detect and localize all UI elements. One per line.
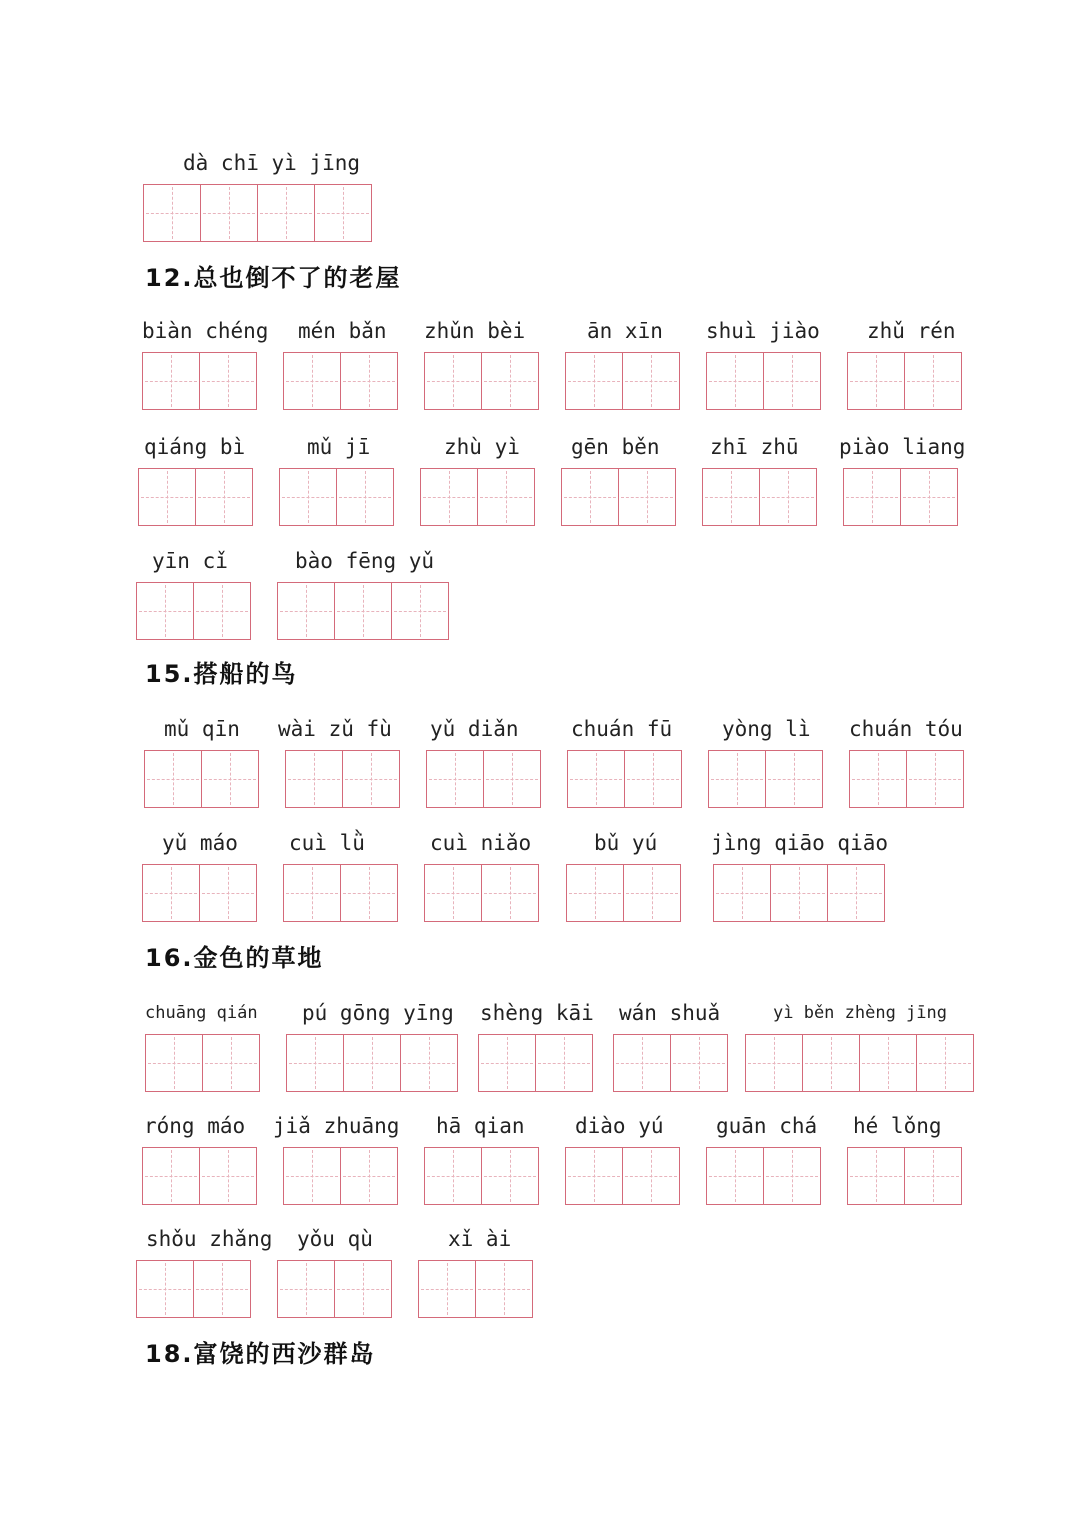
tianzige-cell[interactable] xyxy=(418,1260,476,1318)
writing-grid xyxy=(277,582,449,640)
pinyin-label: cuì lǜ xyxy=(289,831,365,855)
tianzige-cell[interactable] xyxy=(481,352,539,410)
pinyin-label: yì běn zhèng jīng xyxy=(773,1003,947,1023)
tianzige-cell[interactable] xyxy=(283,864,341,922)
writing-grid xyxy=(424,864,539,922)
tianzige-cell[interactable] xyxy=(847,352,905,410)
tianzige-cell[interactable] xyxy=(475,1260,533,1318)
tianzige-cell[interactable] xyxy=(567,750,625,808)
pinyin-label: guān chá xyxy=(716,1114,818,1138)
tianzige-cell[interactable] xyxy=(483,750,541,808)
writing-grid xyxy=(136,1260,251,1318)
writing-grid xyxy=(283,1147,398,1205)
writing-grid xyxy=(565,1147,680,1205)
pinyin-label: shǒu zhǎng xyxy=(146,1227,273,1251)
pinyin-label: qiáng bì xyxy=(144,435,246,459)
tianzige-cell[interactable] xyxy=(847,1147,905,1205)
tianzige-cell[interactable] xyxy=(195,468,253,526)
tianzige-cell[interactable] xyxy=(565,352,623,410)
tianzige-cell[interactable] xyxy=(340,864,398,922)
tianzige-cell[interactable] xyxy=(535,1034,593,1092)
writing-grid xyxy=(279,468,394,526)
writing-grid xyxy=(142,1147,257,1205)
pinyin-label: chuán fū xyxy=(571,717,673,741)
pinyin-label: diào yú xyxy=(575,1114,664,1138)
pinyin-label: zhù yì xyxy=(444,435,520,459)
writing-grid xyxy=(567,750,682,808)
tianzige-cell[interactable] xyxy=(277,582,335,640)
tianzige-cell[interactable] xyxy=(849,750,907,808)
section-title: 12.总也倒不了的老屋 xyxy=(145,264,402,292)
writing-grid xyxy=(142,352,257,410)
tianzige-cell[interactable] xyxy=(763,352,821,410)
pinyin-label: yīn cǐ xyxy=(152,549,228,573)
tianzige-cell[interactable] xyxy=(565,1147,623,1205)
tianzige-cell[interactable] xyxy=(336,468,394,526)
tianzige-cell[interactable] xyxy=(138,468,196,526)
tianzige-cell[interactable] xyxy=(759,468,817,526)
pinyin-label: dà chī yì jīng xyxy=(183,151,361,175)
tianzige-cell[interactable] xyxy=(763,1147,821,1205)
tianzige-cell[interactable] xyxy=(900,468,958,526)
tianzige-cell[interactable] xyxy=(145,1034,203,1092)
tianzige-cell[interactable] xyxy=(424,352,482,410)
tianzige-cell[interactable] xyxy=(745,1034,803,1092)
pinyin-label: yǔ máo xyxy=(162,831,238,855)
tianzige-cell[interactable] xyxy=(670,1034,728,1092)
tianzige-cell[interactable] xyxy=(622,1147,680,1205)
writing-grid xyxy=(418,1260,533,1318)
pinyin-label: jiǎ zhuāng xyxy=(273,1114,400,1138)
tianzige-cell[interactable] xyxy=(283,352,341,410)
tianzige-cell[interactable] xyxy=(566,864,624,922)
pinyin-label: chuán tóu xyxy=(849,717,963,741)
section-title: 18.富饶的西沙群岛 xyxy=(145,1340,376,1368)
pinyin-label: róng máo xyxy=(144,1114,246,1138)
tianzige-cell[interactable] xyxy=(199,1147,257,1205)
tianzige-cell[interactable] xyxy=(713,864,771,922)
tianzige-cell[interactable] xyxy=(904,1147,962,1205)
tianzige-cell[interactable] xyxy=(199,352,257,410)
tianzige-cell[interactable] xyxy=(702,468,760,526)
writing-grid xyxy=(843,468,958,526)
writing-grid xyxy=(420,468,535,526)
pinyin-label: hā qian xyxy=(436,1114,525,1138)
writing-grid xyxy=(277,1260,392,1318)
writing-grid xyxy=(136,582,251,640)
pinyin-label: piào liang xyxy=(839,435,966,459)
writing-grid xyxy=(478,1034,593,1092)
tianzige-cell[interactable] xyxy=(706,1147,764,1205)
tianzige-cell[interactable] xyxy=(391,582,449,640)
tianzige-cell[interactable] xyxy=(136,1260,194,1318)
tianzige-cell[interactable] xyxy=(142,864,200,922)
writing-grid xyxy=(283,864,398,922)
tianzige-cell[interactable] xyxy=(613,1034,671,1092)
pinyin-label: yòng lì xyxy=(722,717,811,741)
tianzige-cell[interactable] xyxy=(770,864,828,922)
tianzige-cell[interactable] xyxy=(334,1260,392,1318)
writing-grid xyxy=(702,468,817,526)
tianzige-cell[interactable] xyxy=(199,864,257,922)
writing-grid xyxy=(706,352,821,410)
writing-grid xyxy=(847,352,962,410)
writing-grid xyxy=(285,750,400,808)
tianzige-cell[interactable] xyxy=(623,864,681,922)
pinyin-label: jìng qiāo qiāo xyxy=(711,831,889,855)
pinyin-label: hé lǒng xyxy=(853,1114,942,1138)
tianzige-cell[interactable] xyxy=(622,352,680,410)
pinyin-label: bǔ yú xyxy=(594,831,658,855)
writing-grid xyxy=(849,750,964,808)
writing-grid xyxy=(745,1034,974,1092)
pinyin-label: yǔ diǎn xyxy=(430,717,519,741)
pinyin-label: mén bǎn xyxy=(298,319,387,343)
writing-grid xyxy=(561,468,676,526)
tianzige-cell[interactable] xyxy=(200,184,258,242)
tianzige-cell[interactable] xyxy=(334,582,392,640)
writing-grid xyxy=(566,864,681,922)
tianzige-cell[interactable] xyxy=(340,352,398,410)
section-title: 16.金色的草地 xyxy=(145,944,324,972)
tianzige-cell[interactable] xyxy=(706,352,764,410)
tianzige-cell[interactable] xyxy=(478,1034,536,1092)
tianzige-cell[interactable] xyxy=(283,1147,341,1205)
tianzige-cell[interactable] xyxy=(285,750,343,808)
tianzige-cell[interactable] xyxy=(201,750,259,808)
tianzige-cell[interactable] xyxy=(426,750,484,808)
writing-grid xyxy=(706,1147,821,1205)
pinyin-label: zhǔn bèi xyxy=(424,319,526,343)
section-title: 15.搭船的鸟 xyxy=(145,660,298,688)
tianzige-cell[interactable] xyxy=(314,184,372,242)
tianzige-cell[interactable] xyxy=(193,1260,251,1318)
tianzige-cell[interactable] xyxy=(142,1147,200,1205)
writing-grid xyxy=(708,750,823,808)
writing-grid xyxy=(145,1034,260,1092)
tianzige-cell[interactable] xyxy=(286,1034,344,1092)
pinyin-label: biàn chéng xyxy=(142,319,269,343)
tianzige-cell[interactable] xyxy=(765,750,823,808)
tianzige-cell[interactable] xyxy=(424,864,482,922)
pinyin-label: pú gōng yīng xyxy=(302,1001,454,1025)
writing-grid xyxy=(142,864,257,922)
tianzige-cell[interactable] xyxy=(144,750,202,808)
pinyin-label: xǐ ài xyxy=(448,1227,512,1251)
pinyin-label: wán shuǎ xyxy=(619,1001,721,1025)
writing-grid xyxy=(613,1034,728,1092)
tianzige-cell[interactable] xyxy=(708,750,766,808)
pinyin-label: zhī zhū xyxy=(710,435,799,459)
tianzige-cell[interactable] xyxy=(136,582,194,640)
pinyin-label: mǔ jī xyxy=(307,435,371,459)
pinyin-label: bào fēng yǔ xyxy=(295,549,435,573)
tianzige-cell[interactable] xyxy=(343,1034,401,1092)
tianzige-cell[interactable] xyxy=(424,1147,482,1205)
tianzige-cell[interactable] xyxy=(481,864,539,922)
tianzige-cell[interactable] xyxy=(340,1147,398,1205)
tianzige-cell[interactable] xyxy=(257,184,315,242)
writing-grid xyxy=(286,1034,458,1092)
writing-grid xyxy=(713,864,885,922)
tianzige-cell[interactable] xyxy=(279,468,337,526)
tianzige-cell[interactable] xyxy=(342,750,400,808)
tianzige-cell[interactable] xyxy=(143,184,201,242)
tianzige-cell[interactable] xyxy=(481,1147,539,1205)
tianzige-cell[interactable] xyxy=(859,1034,917,1092)
tianzige-cell[interactable] xyxy=(624,750,682,808)
pinyin-label: mǔ qīn xyxy=(164,717,240,741)
tianzige-cell[interactable] xyxy=(477,468,535,526)
tianzige-cell[interactable] xyxy=(843,468,901,526)
tianzige-cell[interactable] xyxy=(193,582,251,640)
tianzige-cell[interactable] xyxy=(420,468,478,526)
writing-grid xyxy=(138,468,253,526)
pinyin-label: chuāng qián xyxy=(145,1003,258,1023)
writing-grid xyxy=(424,1147,539,1205)
tianzige-cell[interactable] xyxy=(802,1034,860,1092)
pinyin-label: shèng kāi xyxy=(480,1001,594,1025)
pinyin-label: cuì niǎo xyxy=(430,831,532,855)
pinyin-label: yǒu qù xyxy=(297,1227,373,1251)
tianzige-cell[interactable] xyxy=(618,468,676,526)
writing-grid xyxy=(143,184,372,242)
tianzige-cell[interactable] xyxy=(827,864,885,922)
pinyin-label: wài zǔ fù xyxy=(278,717,392,741)
pinyin-label: zhǔ rén xyxy=(867,319,956,343)
tianzige-cell[interactable] xyxy=(202,1034,260,1092)
tianzige-cell[interactable] xyxy=(277,1260,335,1318)
tianzige-cell[interactable] xyxy=(561,468,619,526)
writing-grid xyxy=(847,1147,962,1205)
tianzige-cell[interactable] xyxy=(916,1034,974,1092)
writing-grid xyxy=(565,352,680,410)
tianzige-cell[interactable] xyxy=(142,352,200,410)
tianzige-cell[interactable] xyxy=(904,352,962,410)
writing-grid xyxy=(426,750,541,808)
tianzige-cell[interactable] xyxy=(400,1034,458,1092)
pinyin-label: gēn běn xyxy=(571,435,660,459)
writing-grid xyxy=(144,750,259,808)
pinyin-label: shuì jiào xyxy=(706,319,820,343)
tianzige-cell[interactable] xyxy=(906,750,964,808)
writing-grid xyxy=(424,352,539,410)
writing-grid xyxy=(283,352,398,410)
pinyin-label: ān xīn xyxy=(587,319,663,343)
